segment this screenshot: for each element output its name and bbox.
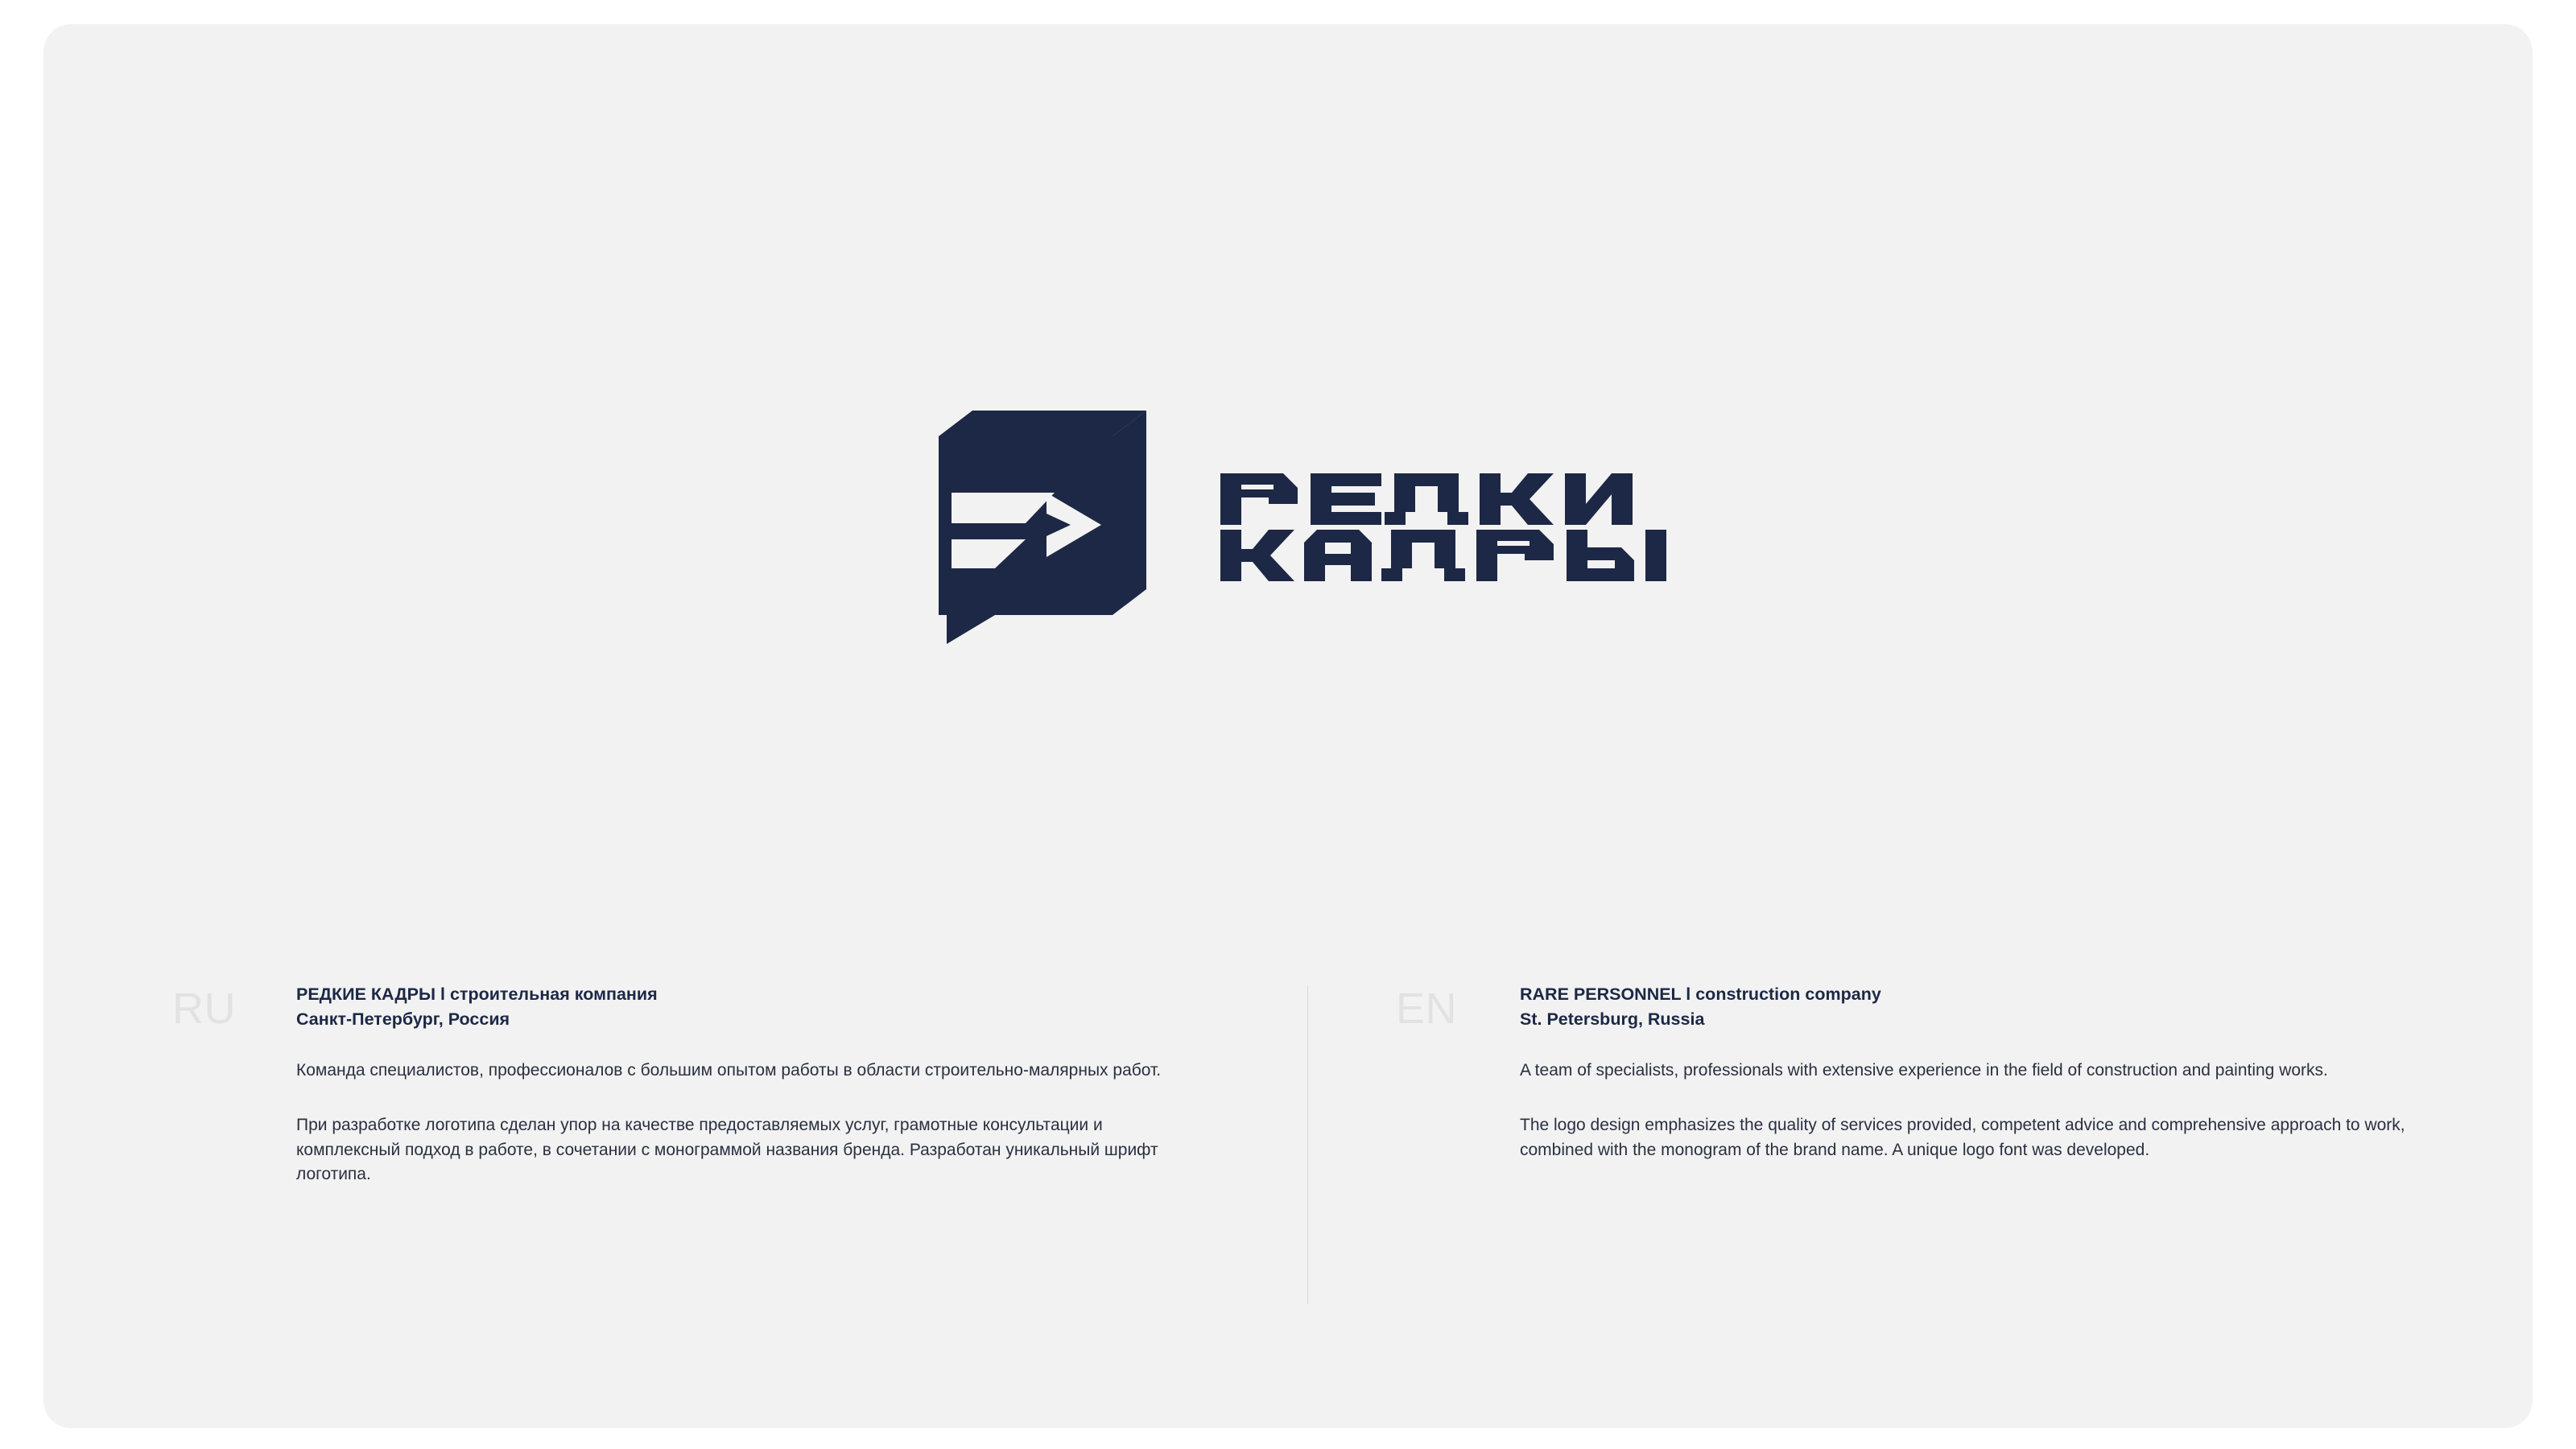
language-tag-en: EN: [1396, 985, 1458, 1033]
column-en: [1396, 982, 2467, 1162]
column-en-body: [1520, 982, 2467, 1162]
headline-ru-line1: РЕДКИЕ КАДРЫ l строительная компания: [296, 985, 658, 1004]
brand-monogram-icon: [905, 402, 1162, 652]
logo-lockup: [43, 402, 2533, 652]
column-ru-body: [296, 982, 1211, 1187]
language-tag-ru: RU: [172, 985, 236, 1033]
column-divider: [1307, 986, 1308, 1304]
column-ru: [172, 982, 1211, 1187]
brand-wordmark: [1220, 473, 1671, 581]
headline-en-line1: RARE PERSONNEL l construction company: [1520, 985, 1881, 1004]
paragraph-en-1: A team of specialists, professionals with extensive experience in the field of construction and painting works.: [1520, 1061, 2328, 1080]
headline-en-line2: St. Petersburg, Russia: [1520, 1009, 1705, 1029]
presentation-board: [43, 24, 2533, 1428]
headline-ru: [296, 982, 1211, 1031]
headline-en: [1520, 982, 2467, 1031]
description-columns: [43, 982, 2533, 1320]
headline-ru-line2: Санкт-Петербург, Россия: [296, 1009, 510, 1029]
paragraph-en-2: The logo design emphasizes the quality of services provided, competent advice and comprehensive approach to work, combined with the monogram of the brand name. A unique logo font was developed.: [1520, 1116, 2405, 1159]
wordmark-line-1: [1220, 473, 1671, 525]
paragraph-ru-2: При разработке логотипа сделан упор на качестве предоставляемых услуг, грамотные консультации и комплексный подход в работе, в сочетании с монограммой названия бренда. Разработан уникальный шрифт логотипа.: [296, 1116, 1158, 1184]
paragraph-ru-1: Команда специалистов, профессионалов с большим опытом работы в области строительно-малярных работ.: [296, 1061, 1162, 1080]
wordmark-line-2: [1220, 530, 1671, 581]
